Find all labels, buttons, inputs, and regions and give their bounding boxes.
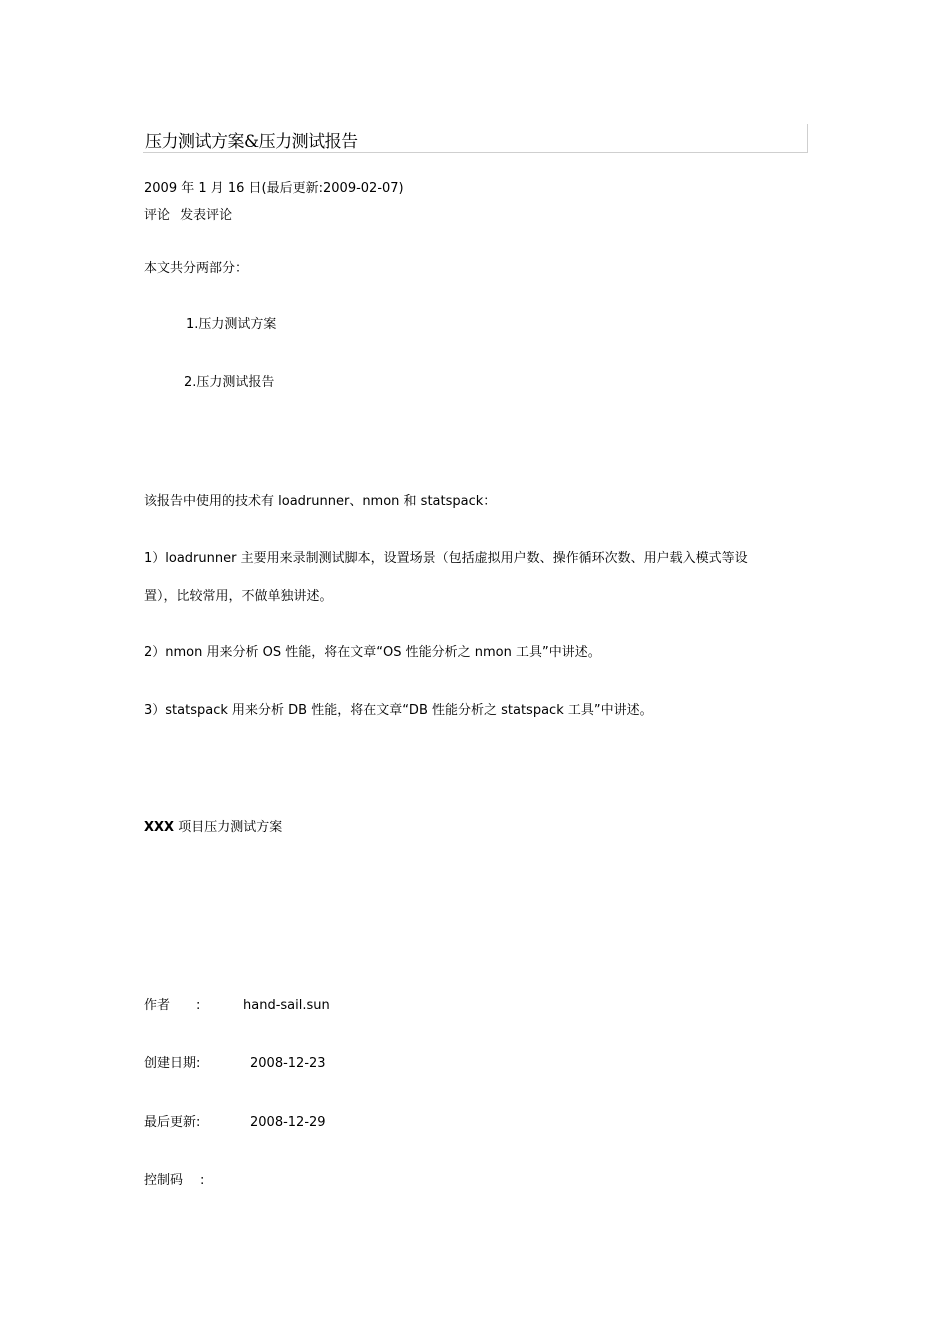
- date-line: 2009 年 1 月 16 日(最后更新:2009-02-07): [144, 181, 404, 196]
- updated-value: 2008-12-29: [250, 1115, 326, 1130]
- part-item-2: 2.压力测试报告: [184, 375, 275, 390]
- section-heading-text: 项目压力测试方案: [174, 820, 283, 835]
- post-comment-link[interactable]: 发表评论: [180, 208, 233, 223]
- part-item-1: 1.压力测试方案: [186, 317, 277, 332]
- author-row: [144, 997, 444, 1015]
- created-row: [144, 1055, 444, 1073]
- page-title: 压力测试方案&压力测试报告: [145, 132, 358, 152]
- item-3: 3）statspack 用来分析 DB 性能，将在文章“DB 性能分析之 statspack 工具”中讲述。: [144, 703, 653, 718]
- comment-links: [144, 207, 232, 225]
- control-code-row: [144, 1172, 444, 1190]
- section-heading-bold: XXX: [144, 820, 175, 835]
- control-code-label: 控制码: [144, 1173, 184, 1188]
- comment-link[interactable]: 评论: [144, 208, 171, 223]
- created-value: 2008-12-23: [250, 1056, 326, 1071]
- updated-label: 最后更新:: [144, 1115, 201, 1130]
- control-code-separator: :: [200, 1173, 205, 1188]
- item-1-line2: 置），比较常用，不做单独讲述。: [144, 589, 333, 604]
- intro-text: 本文共分两部分：: [144, 261, 249, 276]
- title-box: [143, 124, 808, 153]
- section-heading: [144, 819, 282, 837]
- tech-intro: 该报告中使用的技术有 loadrunner、nmon 和 statspack：: [144, 494, 497, 509]
- author-value: hand-sail.sun: [243, 998, 330, 1013]
- updated-row: [144, 1114, 444, 1132]
- author-separator: :: [196, 998, 201, 1013]
- created-label: 创建日期:: [144, 1056, 201, 1071]
- item-1-line1: 1）loadrunner 主要用来录制测试脚本，设置场景（包括虚拟用户数、操作循环次数、用户载入模式等设: [144, 551, 748, 566]
- item-2: 2）nmon 用来分析 OS 性能，将在文章“OS 性能分析之 nmon 工具”中讲述。: [144, 645, 601, 660]
- author-label: 作者: [144, 998, 171, 1013]
